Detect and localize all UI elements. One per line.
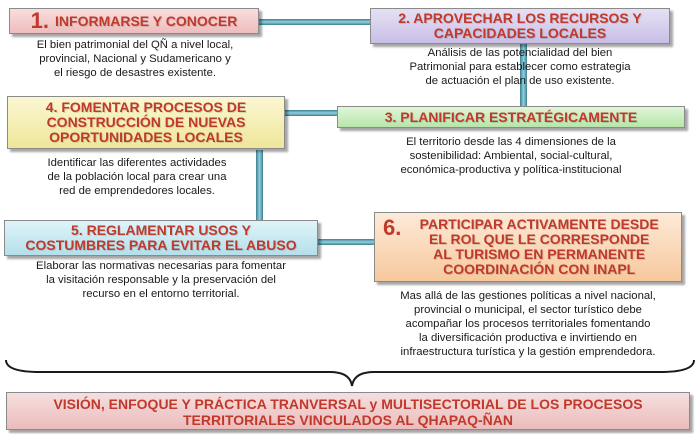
step-6-title: PARTICIPAR ACTIVAMENTE DESDE EL ROL QUE LE CORRESPONDE AL TURISMO EN PERMANENTE COORDINACIÓN CON INAPL [419,216,659,277]
connector-5-6 [316,239,378,245]
step-2-title: 2. APROVECHAR LOS RECURSOS Y CAPACIDADES LOCALES [398,10,642,41]
conclusion-line-2: TERRITORIALES VINCULADOS AL QHAPAQ-ÑAN [182,412,514,428]
step-3-description: El territorio desde las 4 dimensiones de la sostenibilidad: Ambiental, social-cultural, económica-productiva y política-institucional [400,136,622,176]
step-3-title: 3. PLANIFICAR ESTRATÉGICAMENTE [384,108,638,125]
connector-3-4 [284,110,340,116]
step-6-description: Mas allá de las gestiones políticas a nivel nacional, provincial o municipal, el sector turístico debe acompañar los procesos territoriales fomentando la diversificación productiva e invirtiendo en infraestructura turística y la gestión emprendedora. [400,290,656,358]
step-2-box [370,8,670,44]
step-4-title: 4. FOMENTAR PROCESOS DE CONSTRUCCIÓN DE NUEVAS OPORTUNIDADES LOCALES [45,99,247,145]
step-5-title: 5. REGLAMENTAR USOS Y COSTUMBRES PARA EVITAR EL ABUSO [25,222,297,253]
step-3-box [337,106,685,128]
conclusion-line-1: VISIÓN, ENFOQUE Y PRÁCTICA TRANVERSAL y MULTISECTORIAL DE LOS PROCESOS [53,396,643,412]
step-4-description: Identificar las diferentes actividades de la población local para crear una red de emprendedores locales. [47,157,227,197]
step-5-description: Elaborar las normativas necesarias para fomentar la visitación responsable y la preservación del recurso en el entorno territorial. [36,260,286,300]
step-6-number: 6. [383,215,402,240]
step-2-description: Análisis de las potencialidad del bien Patrimonial para establecer como estrategia de actuación el plan de uso existente. [409,47,631,87]
step-1-number: 1. [30,8,50,33]
step-1-description: El bien patrimonial del QÑ a nivel local, provincial, Nacional y Sudamericano y el riesgo de desastres existente. [36,39,234,79]
step-5-box [4,220,318,256]
step-1-box [9,8,259,34]
connector-1-2 [254,19,372,25]
step-6-box [374,212,682,282]
conclusion-box [6,392,690,430]
step-4-box [7,96,285,149]
step-1-title: INFORMARSE Y CONOCER [55,12,238,29]
curly-brace-icon [0,356,700,392]
